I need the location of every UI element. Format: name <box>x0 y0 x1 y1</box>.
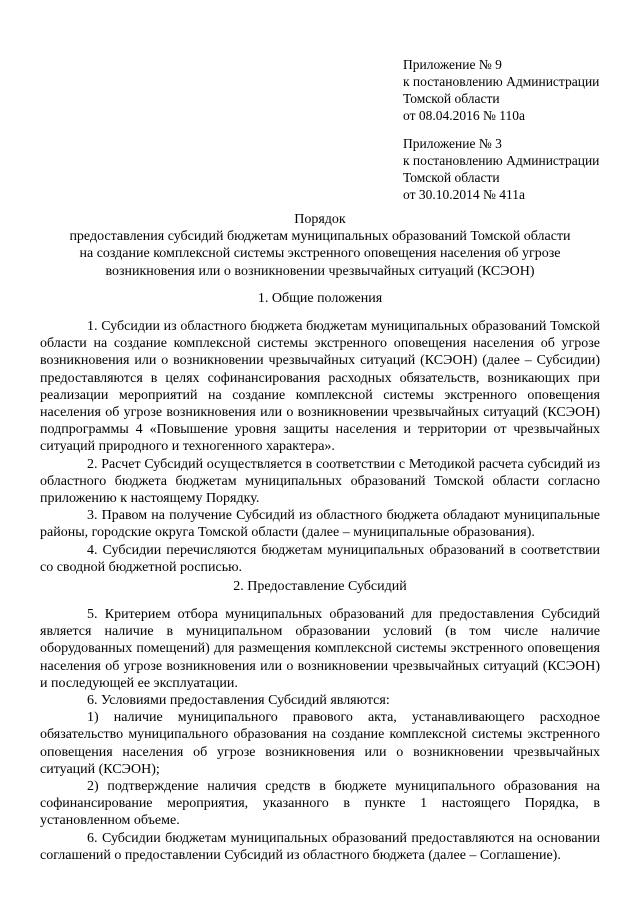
paragraph: 5. Критерием отбора муниципальных образований для предоставления Субсидий является наличие в муниципальном образовании условий (в том числе наличие оборудованных помещений) для размещения комплексной системы экстренного оповещения населения об угрозе возникновения или о возникновении чрезвычайных ситуаций (КСЭОН) и последующей ее эксплуатации. <box>40 607 600 691</box>
appendix-3-block <box>403 135 633 203</box>
appendix-9-line: Приложение № 9 <box>403 57 502 72</box>
title-line: Порядок <box>294 212 346 227</box>
appendix-9-line: Томской области <box>403 91 500 106</box>
paragraph: 4. Субсидии перечисляются бюджетам муниципальных образований в соответствии со сводной бюджетной росписью. <box>40 542 600 575</box>
paragraph: 6. Субсидии бюджетам муниципальных образований предоставляются на основании соглашений о предоставлении Субсидий из областного бюджета (далее – Соглашение). <box>40 830 600 863</box>
appendix-9-line: к постановлению Администрации <box>403 74 600 89</box>
appendix-3-line: к постановлению Администрации <box>403 153 600 168</box>
paragraph: 6. Условиями предоставления Субсидий являются: <box>87 693 390 709</box>
appendix-3-line: от 30.10.2014 № 411а <box>403 187 525 202</box>
paragraph: 1. Субсидии из областного бюджета бюджетам муниципальных образований Томской области на создание комплексной системы экстренного оповещения населения об угрозе возникновения или о возникновении чрезвычайных ситуаций (КСЭОН) (далее – Субсидии) предоставляются в целях софинансирования расходных обязательств, возникающих при реализации мероприятий на создание комплексной системы экстренного оповещения населения об угрозе возникновения или о возникновении чрезвычайных ситуаций (КСЭОН) подпрограммы 4 «Повышение уровня защиты населения и территории от чрезвычайных ситуаций природного и техногенного характера». <box>40 319 600 455</box>
section-2-heading: 2. Предоставление Субсидий <box>233 579 407 594</box>
document-title <box>40 211 600 280</box>
paragraph: 1) наличие муниципального правового акта, устанавливающего расходное обязательство муниципального образования на создание комплексной системы экстренного оповещения населения об угрозе возникновения или о возникновении чрезвычайных ситуаций (КСЭОН); <box>40 710 600 777</box>
appendix-3-line: Приложение № 3 <box>403 136 502 151</box>
paragraph: 3. Правом на получение Субсидий из областного бюджета обладают муниципальные районы, городские округа Томской области (далее – муниципальные образования). <box>40 508 600 541</box>
section-1-body <box>40 318 600 576</box>
appendix-3-line: Томской области <box>403 170 500 185</box>
section-1-heading: 1. Общие положения <box>257 291 383 306</box>
title-line: на создание комплексной системы экстренного оповещения населения об угрозе <box>79 246 561 262</box>
title-line: предоставления субсидий бюджетам муниципальных образований Томской области <box>69 229 571 245</box>
paragraph: 2. Расчет Субсидий осуществляется в соответствии с Методикой расчета субсидий из областного бюджета бюджетам муниципальных образований Томской области согласно приложению к настоящему Порядку. <box>40 456 600 507</box>
title-line: возникновения или о возникновении чрезвычайных ситуаций (КСЭОН) <box>105 263 535 279</box>
paragraph: 2) подтверждение наличия средств в бюджете муниципального образования на софинансирование мероприятия, указанного в пункте 1 настоящего Порядка, в установленном объеме. <box>40 779 600 829</box>
appendix-9-block <box>403 56 633 124</box>
section-2-body <box>40 606 600 864</box>
appendix-9-line: от 08.04.2016 № 110а <box>403 108 525 123</box>
